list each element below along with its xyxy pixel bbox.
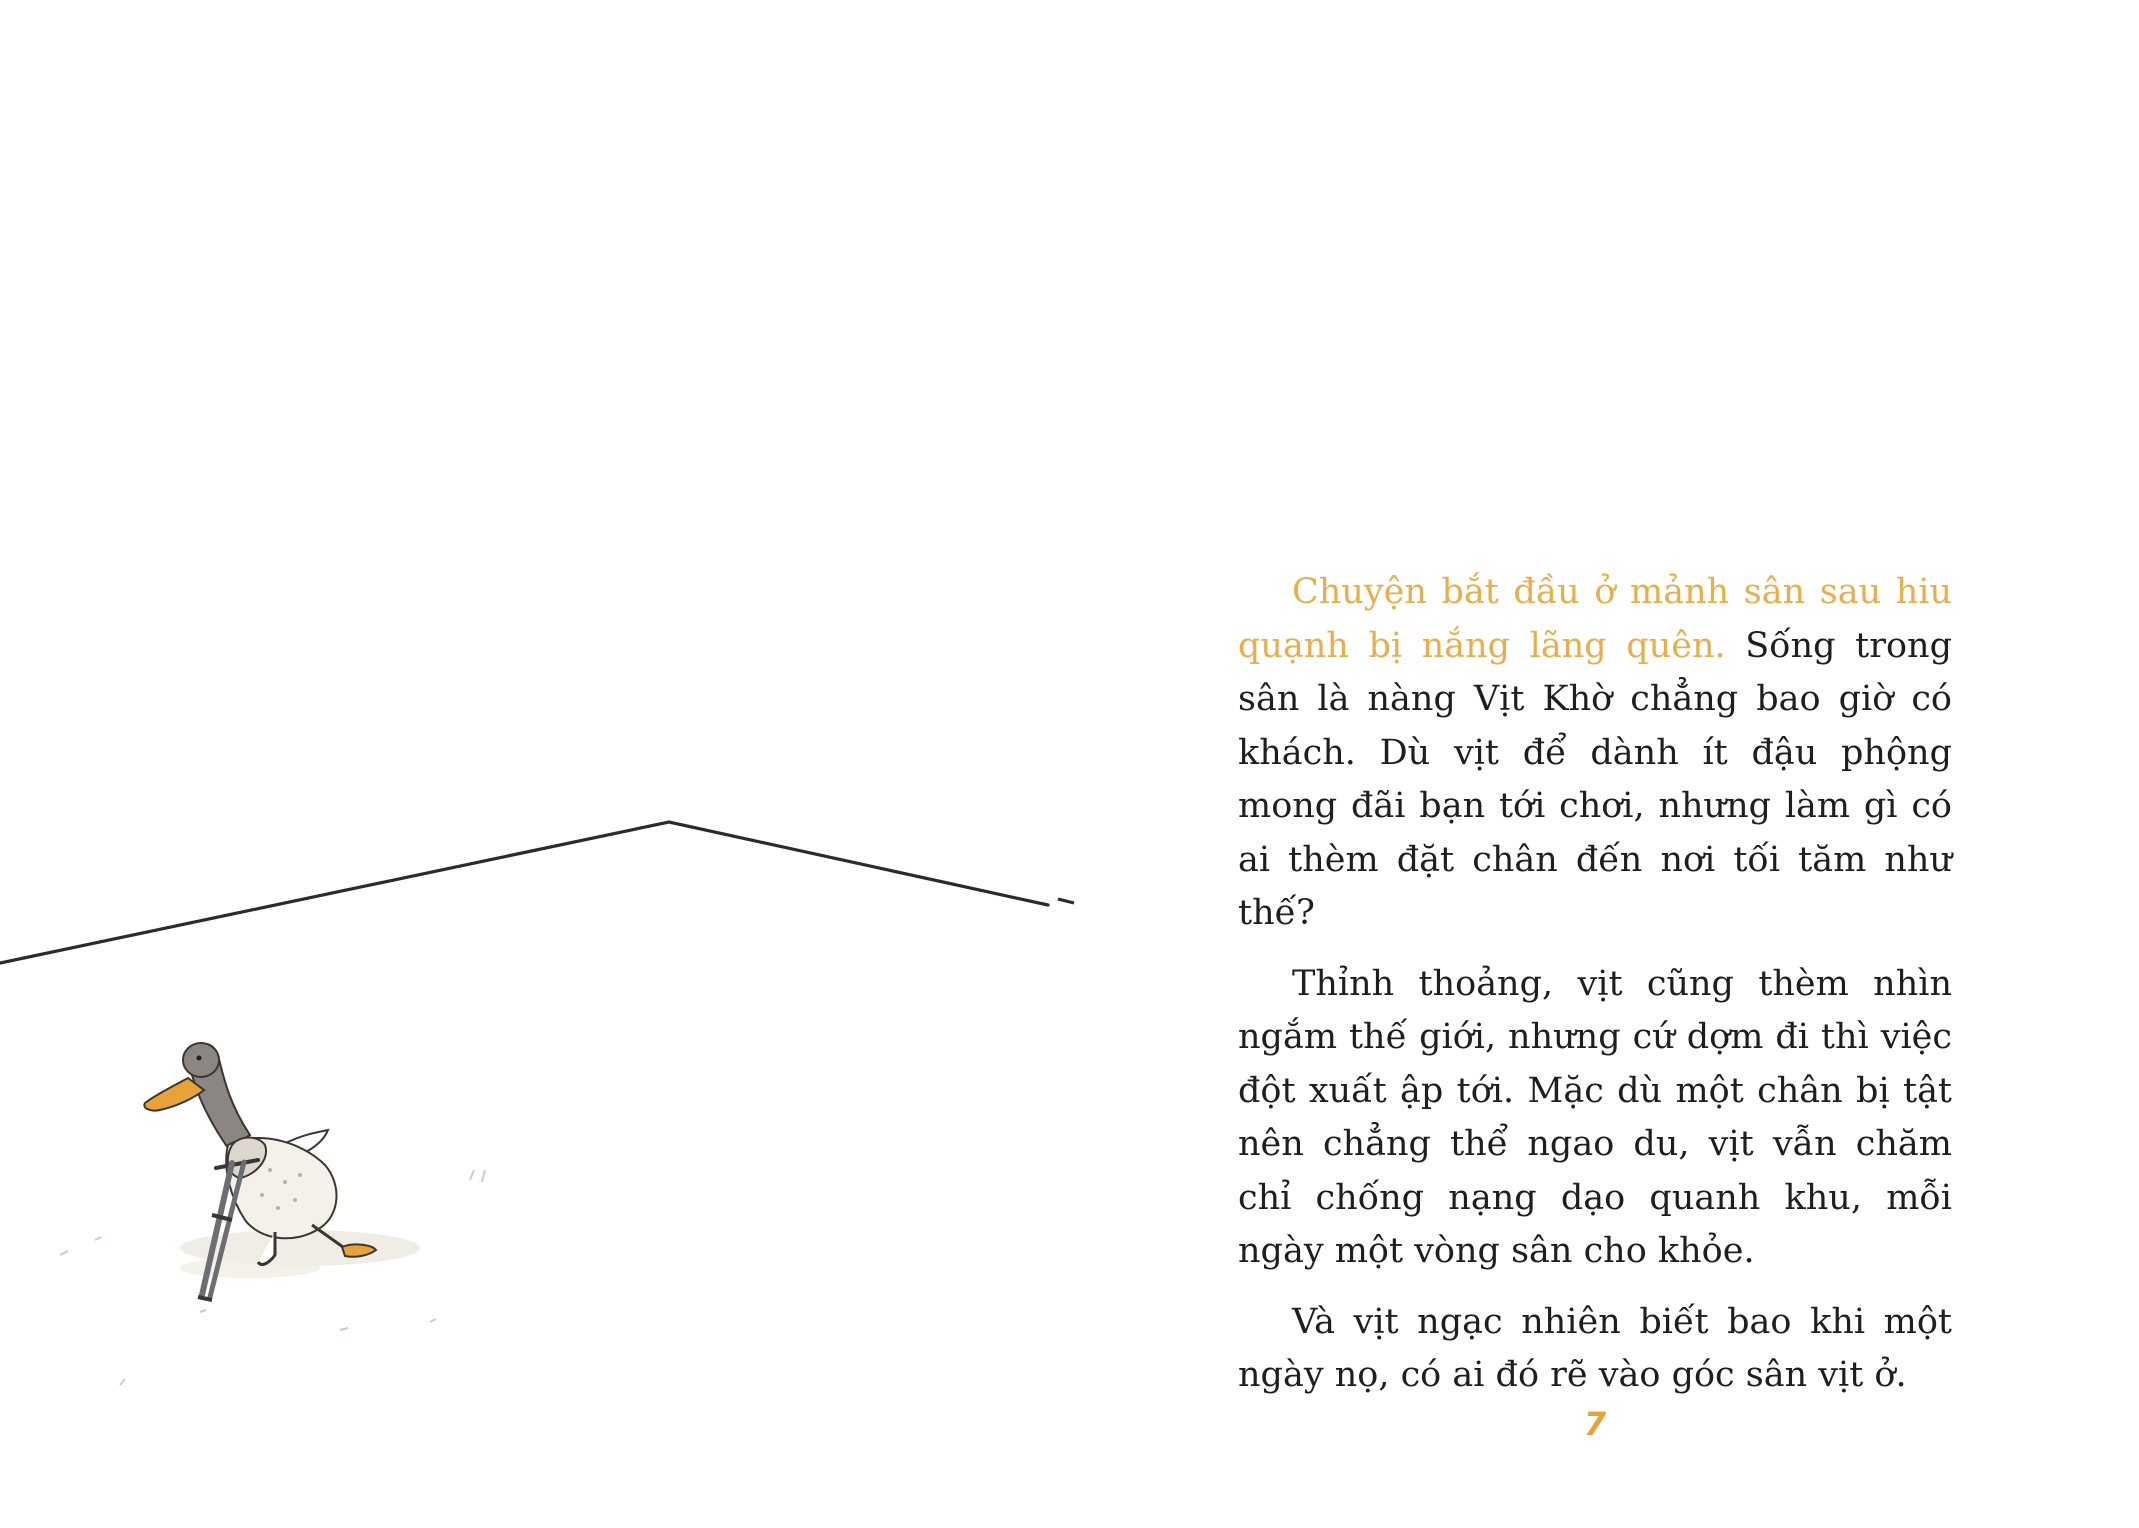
paragraph-2: Thỉnh thoảng, vịt cũng thèm nhìn ngắm thế giới, nhưng cứ dợm đi thì việc đột xuất ập tới. Mặc dù một chân bị tật nên chẳng thể ngao du, vịt vẫn chăm chỉ chống nạng dạo quanh khu, mỗi ngày một vòng sân cho khỏe. bbox=[1238, 963, 1952, 1271]
paragraph-1-lead: Chuyện bắt đầu ở mảnh sân sau hiu quạnh bị nắng lãng quên. bbox=[1238, 572, 1952, 666]
story-text bbox=[1238, 566, 1952, 1420]
roof-line bbox=[0, 822, 1048, 963]
roof-line-end bbox=[1058, 899, 1074, 903]
paragraph-3: Và vịt ngạc nhiên biết bao khi một ngày nọ, có ai đó rẽ vào góc sân vịt ở. bbox=[1238, 1301, 1952, 1395]
page-number: 7 bbox=[1583, 1405, 1607, 1443]
paragraph-1 bbox=[1238, 566, 1952, 941]
paragraph-1-rest: Sống trong sân là nàng Vịt Khờ chẳng bao giờ có khách. Dù vịt để dành ít đậu phộng mong đãi bạn tới chơi, nhưng làm gì có ai thèm đặt chân đến nơi tối tăm như thế? bbox=[1238, 625, 1952, 933]
